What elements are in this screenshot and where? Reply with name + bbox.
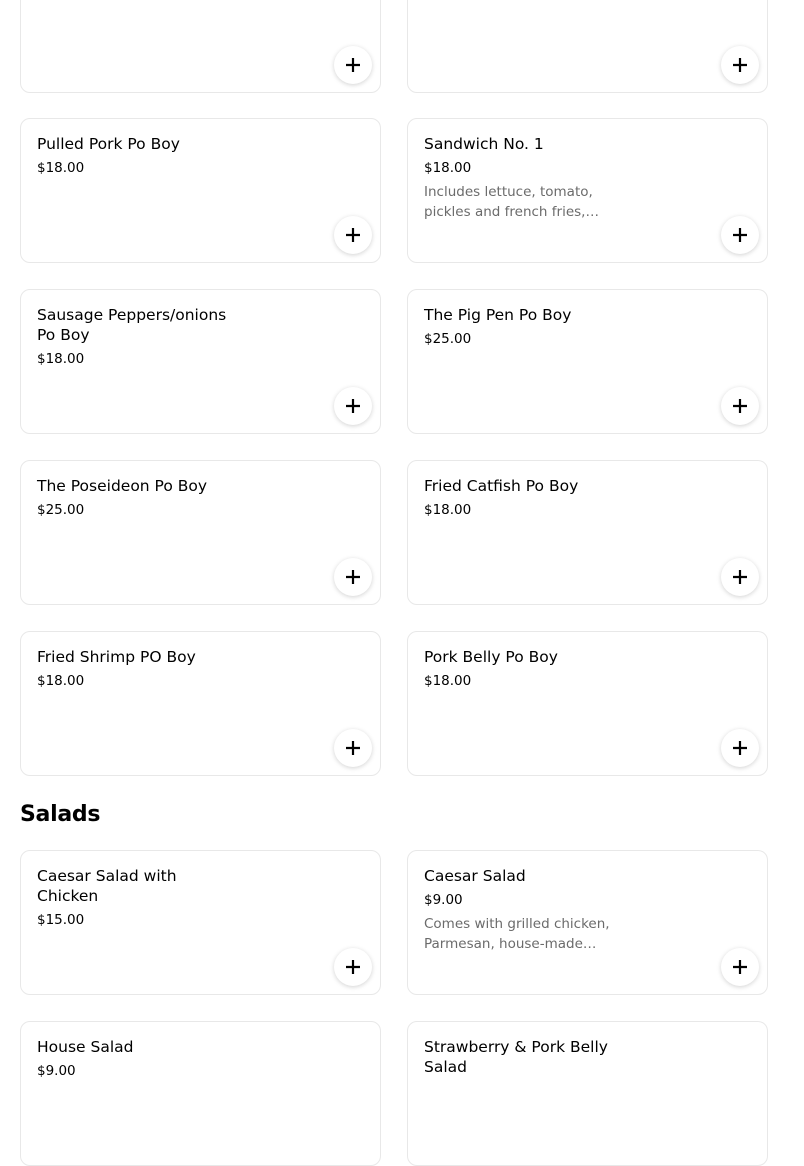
menu-item-name: The Poseideon Po Boy bbox=[37, 477, 208, 495]
plus-icon bbox=[346, 228, 360, 242]
menu-item-price: $18.00 bbox=[424, 160, 472, 176]
plus-icon bbox=[733, 570, 747, 584]
menu-item-price: $9.00 bbox=[37, 1063, 76, 1079]
menu-item-info bbox=[424, 866, 614, 954]
plus-icon bbox=[733, 741, 747, 755]
add-to-cart-button[interactable] bbox=[721, 387, 759, 425]
add-to-cart-button[interactable] bbox=[334, 729, 372, 767]
add-to-cart-button[interactable] bbox=[334, 216, 372, 254]
menu-item-name: Caesar Salad with Chicken bbox=[37, 867, 177, 905]
menu-item-info bbox=[37, 866, 187, 929]
menu-item-name: Pulled Pork Po Boy bbox=[37, 135, 180, 153]
menu-item-card[interactable] bbox=[407, 289, 768, 434]
menu-item-card[interactable] bbox=[20, 460, 381, 605]
menu-item-name: Fried Catfish Po Boy bbox=[424, 477, 579, 495]
menu-item-price: $9.00 bbox=[424, 892, 463, 908]
menu-item-price: $18.00 bbox=[37, 160, 85, 176]
menu-item-name: Sausage Peppers/onions Po Boy bbox=[37, 306, 227, 344]
plus-icon bbox=[733, 228, 747, 242]
menu-item-info bbox=[424, 134, 614, 222]
menu-item-card[interactable] bbox=[20, 631, 381, 776]
menu-item-card[interactable] bbox=[407, 1021, 768, 1166]
menu-item-card[interactable] bbox=[407, 460, 768, 605]
menu-item-info bbox=[424, 305, 614, 348]
plus-icon bbox=[733, 399, 747, 413]
menu-item-info bbox=[424, 647, 614, 690]
menu-item-name: House Salad bbox=[37, 1038, 134, 1056]
menu-item-info bbox=[424, 476, 614, 519]
menu-item-price: $18.00 bbox=[37, 351, 85, 367]
menu-item-card[interactable] bbox=[20, 0, 381, 93]
add-to-cart-button[interactable] bbox=[334, 948, 372, 986]
menu-item-name: Strawberry & Pork Belly Salad bbox=[424, 1038, 608, 1076]
menu-item-info bbox=[37, 476, 227, 519]
plus-icon bbox=[733, 960, 747, 974]
menu-item-card[interactable] bbox=[407, 850, 768, 995]
menu-item-card[interactable] bbox=[407, 631, 768, 776]
menu-item-name: The Pig Pen Po Boy bbox=[424, 306, 572, 324]
menu-item-price: $18.00 bbox=[424, 502, 472, 518]
menu-item-name: Pork Belly Po Boy bbox=[424, 648, 558, 666]
menu-item-card[interactable] bbox=[407, 0, 768, 93]
menu-item-name: Caesar Salad bbox=[424, 867, 526, 885]
menu-item-card[interactable] bbox=[20, 850, 381, 995]
menu-item-card[interactable] bbox=[407, 118, 768, 263]
menu-item-price: $15.00 bbox=[37, 912, 85, 928]
menu-item-price: $25.00 bbox=[424, 331, 472, 347]
plus-icon bbox=[346, 58, 360, 72]
menu-item-info bbox=[424, 1037, 609, 1077]
plus-icon bbox=[346, 570, 360, 584]
add-to-cart-button[interactable] bbox=[334, 46, 372, 84]
add-to-cart-button[interactable] bbox=[721, 729, 759, 767]
menu-item-price: $25.00 bbox=[37, 502, 85, 518]
menu-item-description: Comes with grilled chicken, Parmesan, house-made… bbox=[424, 916, 610, 952]
menu-item-price: $18.00 bbox=[37, 673, 85, 689]
plus-icon bbox=[346, 399, 360, 413]
plus-icon bbox=[733, 58, 747, 72]
menu-item-card[interactable] bbox=[20, 289, 381, 434]
menu-item-info bbox=[37, 134, 227, 177]
menu-item-description: Includes lettuce, tomato, pickles and french fries,… bbox=[424, 184, 599, 220]
menu-item-price: $18.00 bbox=[424, 673, 472, 689]
menu-item-name: Sandwich No. 1 bbox=[424, 135, 544, 153]
menu-item-info bbox=[37, 305, 227, 368]
add-to-cart-button[interactable] bbox=[721, 948, 759, 986]
add-to-cart-button[interactable] bbox=[721, 558, 759, 596]
menu-item-card[interactable] bbox=[20, 118, 381, 263]
plus-icon bbox=[346, 960, 360, 974]
menu-item-info bbox=[37, 1037, 227, 1080]
add-to-cart-button[interactable] bbox=[721, 216, 759, 254]
menu-item-card[interactable] bbox=[20, 1021, 381, 1166]
menu-item-info bbox=[37, 647, 227, 690]
add-to-cart-button[interactable] bbox=[721, 46, 759, 84]
menu-item-name: Fried Shrimp PO Boy bbox=[37, 648, 196, 666]
section-title-salads: Salads bbox=[20, 802, 101, 827]
add-to-cart-button[interactable] bbox=[334, 387, 372, 425]
plus-icon bbox=[346, 741, 360, 755]
add-to-cart-button[interactable] bbox=[334, 558, 372, 596]
